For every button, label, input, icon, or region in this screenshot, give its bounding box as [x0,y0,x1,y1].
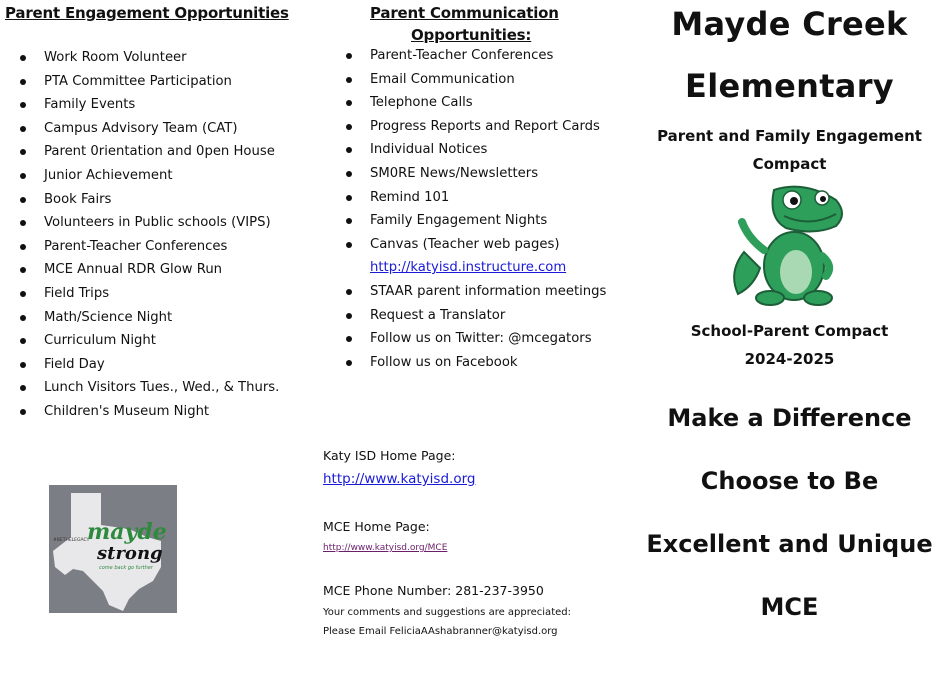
bullet-icon [346,289,352,295]
list-item-label: Field Day [44,356,105,372]
logo-word-mayde: mayde [87,519,167,545]
list-item-label: Book Fairs [44,191,112,207]
bullet-icon [20,385,26,391]
mce-home-label: MCE Home Page: [323,519,430,534]
list-item-label: Remind 101 [370,189,450,205]
list-item [346,304,606,328]
list-item-label: SM0RE News/Newsletters [370,165,539,181]
list-item [20,235,279,259]
list-item [20,376,279,400]
list-item [20,400,279,424]
bullet-icon [346,242,352,248]
motto-line2: Choose to Be [700,467,879,495]
list-item [20,353,279,377]
bullet-icon [346,147,352,153]
school-name-line1: Mayde Creek [671,5,908,43]
list-item-label: Progress Reports and Report Cards [370,118,600,134]
list-item [20,93,279,117]
list-item [346,138,606,162]
list-item-label: Field Trips [44,285,110,301]
motto-line3: Excellent and Unique [646,530,933,558]
list-item-label: Canvas (Teacher web pages) [370,236,560,252]
list-item-label: Parent-Teacher Conferences [44,238,228,254]
gator-mascot-icon [724,182,854,310]
bullet-icon [346,195,352,201]
bullet-icon [20,362,26,368]
list-item [20,211,279,235]
bullet-icon [346,360,352,366]
bullet-icon [20,220,26,226]
bullet-icon [346,77,352,83]
bullet-icon [346,218,352,224]
bullet-icon [346,336,352,342]
bullet-icon [20,79,26,85]
list-item-label: PTA Committee Participation [44,73,232,89]
list-item [346,162,606,186]
list-item [20,117,279,141]
list-item [20,164,279,188]
bullet-icon [346,171,352,177]
list-item [346,351,606,375]
list-item-label: Math/Science Night [44,309,173,325]
list-item-label: Email Communication [370,71,515,87]
list-item-label: Lunch Visitors Tues., Wed., & Thurs. [44,380,280,396]
list-item [20,329,279,353]
list-item [346,280,606,304]
list-item [346,115,606,139]
communication-heading-line1: Parent Communication [370,4,559,22]
list-item [346,91,606,115]
engagement-list [20,46,279,424]
bullet-icon [20,197,26,203]
list-item-label: Work Room Volunteer [44,50,187,65]
list-item [20,258,279,282]
list-item-label: Parent 0rientation and 0pen House [44,144,275,160]
bullet-icon [20,244,26,250]
list-item-label: Family Events [44,97,136,113]
motto-line4: MCE [760,593,819,621]
list-item [20,306,279,330]
list-item-label: STAAR parent information meetings [370,283,607,299]
motto-line1: Make a Difference [667,404,912,432]
list-item [20,140,279,164]
bullet-icon [346,124,352,130]
list-item [20,46,279,70]
bullet-icon [20,409,26,415]
list-item-label: Volunteers in Public schools (VIPS) [44,215,271,231]
logo-hashtag: #BETHELEGACY [53,538,90,543]
phone-number: MCE Phone Number: 281-237-3950 [323,583,544,598]
list-item [346,327,606,351]
list-item [20,282,279,306]
list-item-label: Parent-Teacher Conferences [370,48,554,63]
list-item [20,188,279,212]
katy-home-link[interactable]: http://www.katyisd.org [323,471,476,487]
school-name-line2: Elementary [685,67,894,105]
comments-note: Your comments and suggestions are appreciated: [323,607,571,618]
list-item-label: Follow us on Facebook [370,354,518,370]
communication-list [346,44,606,374]
list-item-label: Telephone Calls [370,95,473,111]
katy-home-label: Katy ISD Home Page: [323,448,456,463]
mayde-strong-logo [49,485,177,613]
subtitle-line2: Compact [752,155,827,173]
list-item-label: MCE Annual RDR Glow Run [44,262,223,278]
subtitle-line1: Parent and Family Engagement [657,127,922,145]
bullet-icon [20,267,26,273]
logo-tagline: come back go further [99,565,153,571]
list-item [346,44,606,68]
list-item-label: Follow us on Twitter: @mcegators [370,331,592,347]
canvas-link[interactable]: http://katyisd.instructure.com [370,260,567,276]
texas-map-icon [49,485,177,613]
list-item-label: Request a Translator [370,307,506,323]
list-item [346,233,606,257]
communication-heading-line2: Opportunities: [411,26,532,44]
contact-email: Please Email FeliciaAAshabranner@katyisd.org [323,626,558,637]
list-item-label: Children's Museum Night [44,403,210,419]
mce-home-link[interactable]: http://www.katyisd.org/MCE [323,543,448,553]
list-item-link [346,256,606,280]
bullet-icon [20,149,26,155]
logo-word-strong: strong [97,543,163,564]
bullet-icon [20,338,26,344]
bullet-icon [20,126,26,132]
bullet-icon [346,53,352,59]
list-item [20,70,279,94]
list-item-label: Individual Notices [370,142,488,158]
list-item-label: Junior Achievement [44,167,173,183]
bullet-icon [346,313,352,319]
list-item-label: Campus Advisory Team (CAT) [44,120,238,136]
bullet-icon [20,55,26,61]
school-year: 2024-2025 [744,350,835,368]
bullet-icon [20,291,26,297]
bullet-icon [20,102,26,108]
engagement-heading: Parent Engagement Opportunities [5,4,289,22]
bullet-icon [20,315,26,321]
bullet-icon [20,173,26,179]
bullet-icon [346,100,352,106]
list-item [346,209,606,233]
list-item [346,68,606,92]
list-item [346,186,606,210]
compact-label: School-Parent Compact [690,322,889,340]
list-item-label: Curriculum Night [44,333,156,349]
list-item-label: Family Engagement Nights [370,213,548,229]
